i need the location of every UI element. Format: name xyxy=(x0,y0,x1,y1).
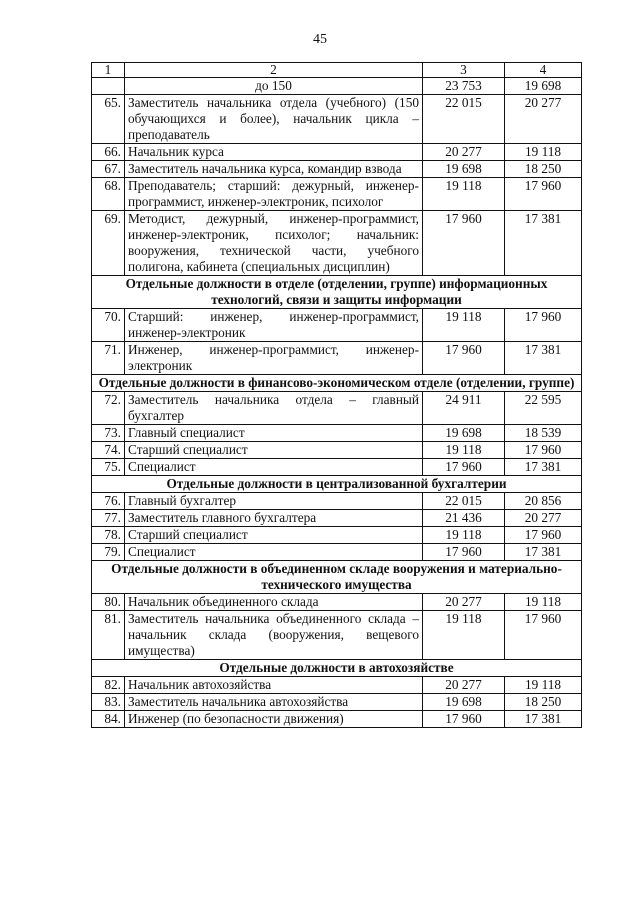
position-name: Главный специалист xyxy=(125,425,423,442)
row-number: 68. xyxy=(92,178,125,211)
position-name: Заместитель начальника отдела (учебного) (150 обучающихся и более), начальник цикла – преподаватель xyxy=(125,95,423,144)
salary-value-col3: 19 698 xyxy=(423,161,505,178)
salary-value-col4: 20 277 xyxy=(505,95,582,144)
row-number: 73. xyxy=(92,425,125,442)
salary-value-col3: 19 118 xyxy=(423,611,505,660)
salary-value-col3: 17 960 xyxy=(423,459,505,476)
section-title: Отдельные должности в автохозяйстве xyxy=(92,660,582,677)
row-number: 65. xyxy=(92,95,125,144)
salary-value-col3: 19 698 xyxy=(423,425,505,442)
position-name: Главный бухгалтер xyxy=(125,493,423,510)
position-name: Заместитель начальника объединенного склада – начальник склада (вооружения, вещевого имущества) xyxy=(125,611,423,660)
salary-value-col3: 22 015 xyxy=(423,95,505,144)
column-number: 3 xyxy=(423,63,505,78)
section-title: Отдельные должности в отделе (отделении, группе) информационных технологий, связи и защиты информации xyxy=(92,276,582,309)
position-name: Старший специалист xyxy=(125,442,423,459)
row-number: 66. xyxy=(92,144,125,161)
table-row xyxy=(92,392,582,425)
row-number: 74. xyxy=(92,442,125,459)
table-row xyxy=(92,694,582,711)
salary-value-col3: 23 753 xyxy=(423,78,505,95)
table-row xyxy=(92,442,582,459)
table-row xyxy=(92,309,582,342)
position-name: Инженер (по безопасности движения) xyxy=(125,711,423,728)
page-number: 45 xyxy=(313,32,327,47)
table-row xyxy=(92,342,582,375)
position-name: до 150 xyxy=(125,78,423,95)
table-row xyxy=(92,611,582,660)
section-header-row xyxy=(92,561,582,594)
row-number: 79. xyxy=(92,544,125,561)
column-number-row xyxy=(92,63,582,78)
table-row xyxy=(92,211,582,276)
salary-value-col3: 17 960 xyxy=(423,544,505,561)
table-row xyxy=(92,527,582,544)
row-number: 75. xyxy=(92,459,125,476)
salary-value-col4: 17 381 xyxy=(505,459,582,476)
section-header-row xyxy=(92,276,582,309)
row-number: 82. xyxy=(92,677,125,694)
salary-value-col4: 17 381 xyxy=(505,544,582,561)
table-row xyxy=(92,493,582,510)
table-row xyxy=(92,594,582,611)
row-number: 67. xyxy=(92,161,125,178)
column-number: 4 xyxy=(505,63,582,78)
salary-value-col4: 18 539 xyxy=(505,425,582,442)
salary-value-col3: 19 698 xyxy=(423,694,505,711)
table-row xyxy=(92,144,582,161)
salary-value-col3: 24 911 xyxy=(423,392,505,425)
position-name: Старший специалист xyxy=(125,527,423,544)
position-name: Начальник курса xyxy=(125,144,423,161)
row-number: 76. xyxy=(92,493,125,510)
salary-value-col4: 17 960 xyxy=(505,611,582,660)
position-name: Заместитель начальника автохозяйства xyxy=(125,694,423,711)
table-row xyxy=(92,544,582,561)
position-name: Инженер, инженер-программист, инженер-электроник xyxy=(125,342,423,375)
salary-value-col3: 20 277 xyxy=(423,144,505,161)
position-name: Заместитель начальника курса, командир взвода xyxy=(125,161,423,178)
position-name: Преподаватель; старший: дежурный, инженер-программист, инженер-электроник, психолог xyxy=(125,178,423,211)
salary-value-col3: 19 118 xyxy=(423,527,505,544)
section-title: Отдельные должности в централизованной бухгалтерии xyxy=(92,476,582,493)
salary-value-col4: 19 118 xyxy=(505,677,582,694)
row-number: 80. xyxy=(92,594,125,611)
table-row xyxy=(92,711,582,728)
table-row xyxy=(92,95,582,144)
salary-value-col4: 17 381 xyxy=(505,342,582,375)
section-header-row xyxy=(92,660,582,677)
row-number: 78. xyxy=(92,527,125,544)
salary-value-col3: 17 960 xyxy=(423,211,505,276)
row-number: 81. xyxy=(92,611,125,660)
position-name: Специалист xyxy=(125,544,423,561)
salary-value-col4: 20 856 xyxy=(505,493,582,510)
table-row xyxy=(92,459,582,476)
salary-value-col3: 20 277 xyxy=(423,594,505,611)
position-name: Начальник автохозяйства xyxy=(125,677,423,694)
salary-value-col4: 17 960 xyxy=(505,442,582,459)
section-title: Отдельные должности в финансово-экономическом отделе (отделении, группе) xyxy=(92,375,582,392)
salary-table xyxy=(91,62,582,728)
row-number: 83. xyxy=(92,694,125,711)
row-number: 77. xyxy=(92,510,125,527)
salary-value-col4: 18 250 xyxy=(505,694,582,711)
salary-value-col4: 19 698 xyxy=(505,78,582,95)
salary-value-col4: 19 118 xyxy=(505,144,582,161)
section-header-row xyxy=(92,476,582,493)
table-row xyxy=(92,78,582,95)
column-number: 1 xyxy=(92,63,125,78)
position-name: Специалист xyxy=(125,459,423,476)
table-row xyxy=(92,425,582,442)
table-row xyxy=(92,510,582,527)
table-row xyxy=(92,677,582,694)
salary-value-col3: 19 118 xyxy=(423,442,505,459)
salary-value-col4: 20 277 xyxy=(505,510,582,527)
table-row xyxy=(92,178,582,211)
section-header-row xyxy=(92,375,582,392)
row-number xyxy=(92,78,125,95)
salary-value-col4: 17 381 xyxy=(505,711,582,728)
salary-value-col4: 22 595 xyxy=(505,392,582,425)
row-number: 69. xyxy=(92,211,125,276)
salary-value-col4: 18 250 xyxy=(505,161,582,178)
salary-value-col4: 17 960 xyxy=(505,309,582,342)
salary-value-col3: 19 118 xyxy=(423,309,505,342)
section-title: Отдельные должности в объединенном складе вооружения и материально-технического имущества xyxy=(92,561,582,594)
salary-value-col3: 19 118 xyxy=(423,178,505,211)
row-number: 71. xyxy=(92,342,125,375)
position-name: Начальник объединенного склада xyxy=(125,594,423,611)
position-name: Заместитель начальника отдела – главный бухгалтер xyxy=(125,392,423,425)
salary-value-col3: 20 277 xyxy=(423,677,505,694)
salary-value-col4: 17 381 xyxy=(505,211,582,276)
position-name: Старший: инженер, инженер-программист, инженер-электроник xyxy=(125,309,423,342)
table-row xyxy=(92,161,582,178)
salary-value-col3: 22 015 xyxy=(423,493,505,510)
position-name: Методист, дежурный, инженер-программист, инженер-электроник, психолог; начальник: вооружения, технической части, учебного полигона, кабинета (специальных дисциплин) xyxy=(125,211,423,276)
salary-value-col4: 17 960 xyxy=(505,178,582,211)
salary-value-col3: 21 436 xyxy=(423,510,505,527)
salary-value-col4: 19 118 xyxy=(505,594,582,611)
salary-value-col3: 17 960 xyxy=(423,342,505,375)
position-name: Заместитель главного бухгалтера xyxy=(125,510,423,527)
salary-value-col4: 17 960 xyxy=(505,527,582,544)
column-number: 2 xyxy=(125,63,423,78)
row-number: 72. xyxy=(92,392,125,425)
row-number: 84. xyxy=(92,711,125,728)
row-number: 70. xyxy=(92,309,125,342)
salary-value-col3: 17 960 xyxy=(423,711,505,728)
